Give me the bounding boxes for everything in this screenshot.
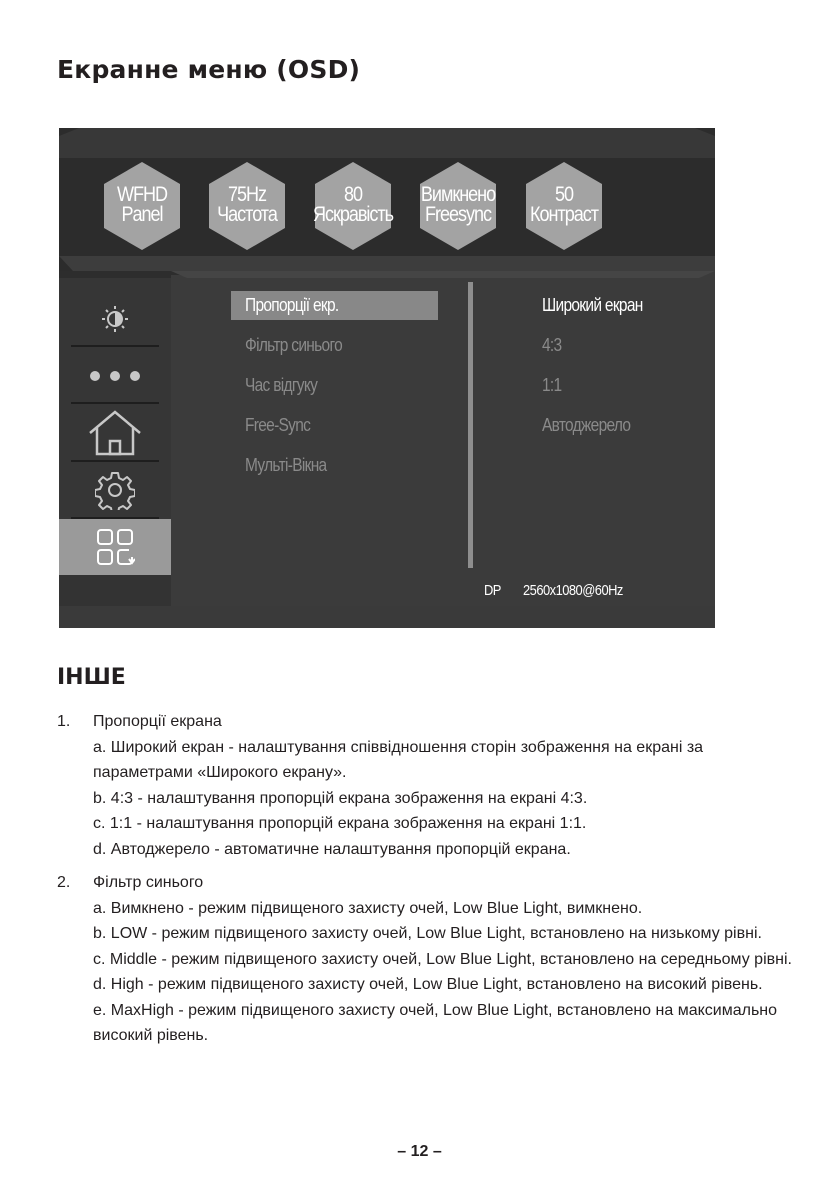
tab-more[interactable] — [59, 348, 171, 404]
page-title: Екранне меню (OSD) — [57, 55, 361, 84]
item-line: a. Широкий екран - налаштування співвідношення сторін зображення на екрані за параметрами «Широкого екрану». — [93, 738, 704, 781]
item-number: 2. — [57, 874, 71, 891]
item-line: c. Middle - режим підвищеного захисту очей, Low Blue Light, встановлено на середньому рівні. — [93, 950, 792, 968]
home-icon — [87, 409, 143, 457]
section-title: ІНШЕ — [57, 665, 126, 690]
menu-item-aspect-ratio[interactable]: Пропорції екр. — [245, 295, 339, 315]
item-line: e. MaxHigh - режим підвищеного захисту очей, Low Blue Light, встановлено на максимально високий рівень. — [93, 1001, 778, 1044]
menu-item-multi-window[interactable]: Мульті-Вікна — [245, 455, 327, 475]
menu-item-response-time[interactable]: Час відгуку — [245, 375, 318, 395]
menu-item-blue-filter[interactable]: Фільтр синього — [245, 335, 342, 355]
hex-refresh-rate: 75Hz Частота — [217, 183, 277, 226]
hex-brightness: 80 Яскравість — [312, 183, 394, 226]
option-1-1[interactable]: 1:1 — [542, 375, 562, 395]
menu-item-freesync[interactable]: Free-Sync — [245, 415, 311, 435]
menu-divider — [468, 282, 473, 568]
brightness-icon — [100, 304, 130, 334]
item-title: Фільтр синього — [93, 874, 204, 891]
tab-home[interactable] — [59, 405, 171, 461]
list-item — [57, 870, 797, 1049]
status-resolution: 2560x1080@60Hz — [523, 582, 623, 599]
hex-freesync: Вимкнено Freesync — [420, 183, 496, 226]
grid-icon — [95, 527, 135, 567]
option-auto-source[interactable]: Автоджерело — [542, 415, 631, 435]
gear-icon — [95, 470, 135, 510]
item-line: d. High - режим підвищеного захисту очей, Low Blue Light, встановлено на високий рівень. — [93, 976, 763, 993]
more-icon — [85, 368, 145, 384]
osd-screenshot — [59, 128, 715, 628]
status-input: DP — [484, 582, 501, 599]
option-widescreen[interactable]: Широкий екран — [542, 295, 643, 315]
tab-other[interactable] — [59, 519, 171, 575]
item-title: Пропорції екрана — [93, 713, 222, 730]
instructions-list — [57, 709, 797, 1057]
tab-brightness[interactable] — [59, 291, 171, 347]
item-line: d. Автоджерело - автоматичне налаштування пропорцій екрана. — [93, 840, 571, 858]
item-line: b. LOW - режим підвищеного захисту очей, Low Blue Light, встановлено на низькому рівні. — [93, 925, 762, 942]
hex-contrast: 50 Контраст — [530, 183, 598, 226]
option-4-3[interactable]: 4:3 — [542, 335, 562, 355]
item-line: a. Вимкнено - режим підвищеного захисту очей, Low Blue Light, вимкнено. — [93, 899, 643, 917]
tab-settings[interactable] — [59, 462, 171, 518]
item-number: 1. — [57, 713, 71, 730]
page-number: – 12 – — [397, 1143, 442, 1160]
item-line: b. 4:3 - налаштування пропорцій екрана зображення на екрані 4:3. — [93, 789, 588, 807]
list-item — [57, 709, 797, 862]
hex-panel-type: WFHD Panel — [116, 183, 168, 226]
item-line: c. 1:1 - налаштування пропорцій екрана зображення на екрані 1:1. — [93, 815, 587, 832]
